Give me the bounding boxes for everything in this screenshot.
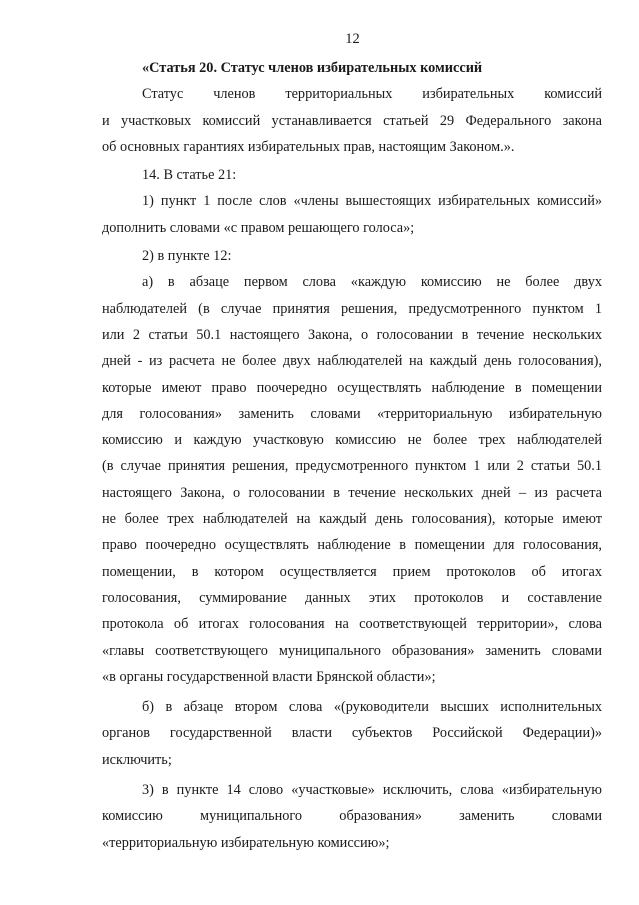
- text-line: и участковых комиссий устанавливается статьей 29 Федерального закона: [102, 112, 602, 129]
- text-line: дней - из расчета не более двух наблюдателей на каждый день голосования),: [102, 353, 602, 370]
- document-body: [102, 55, 602, 856]
- text-line: голосования, суммирование данных этих протоколов и составление: [102, 589, 602, 606]
- text-line: Статус членов территориальных избирательных комиссий: [142, 86, 602, 103]
- text-line: настоящего Закона, о голосовании в течение нескольких дней – из расчета: [102, 484, 602, 501]
- page-number: 12: [345, 31, 360, 47]
- text-line: органов государственной власти субъектов Российской Федерации)»: [102, 725, 602, 742]
- text-line: «территориальную избирательную комиссию»;: [102, 834, 390, 851]
- text-line: а) в абзаце первом слова «каждую комиссию не более двух: [142, 274, 602, 291]
- text-line: (в случае принятия решения, предусмотренного пунктом 1 или 2 статьи 50.1: [102, 458, 602, 475]
- text-line: комиссию и каждую участковую комиссию не более трех наблюдателей: [102, 432, 602, 449]
- text-line: дополнить словами «с правом решающего голоса»;: [102, 219, 415, 236]
- text-line: «главы соответствующего муниципального образования» заменить словами: [102, 642, 602, 659]
- text-line: об основных гарантиях избирательных прав, настоящим Законом.».: [102, 138, 515, 155]
- text-line: 14. В статье 21:: [142, 167, 237, 184]
- article-heading: «Статья 20. Статус членов избирательных комиссий: [142, 60, 483, 76]
- text-line: исключить;: [102, 751, 172, 768]
- text-line: для голосования» заменить словами «территориальную избирательную: [102, 405, 602, 422]
- text-line: 3) в пункте 14 слово «участковые» исключить, слова «избирательную: [142, 782, 602, 799]
- text-line: протокола об итогах голосования на соответствующей территории», слова: [102, 616, 602, 633]
- text-line: которые имеют право поочередно осуществлять наблюдение в помещении: [102, 379, 602, 396]
- text-line: 1) пункт 1 после слов «члены вышестоящих избирательных комиссий»: [142, 193, 602, 210]
- text-line: не более трех наблюдателей на каждый день голосования), которые имеют: [102, 511, 602, 528]
- text-line: б) в абзаце втором слова «(руководители высших исполнительных: [142, 699, 602, 716]
- text-line: или 2 статьи 50.1 настоящего Закона, о голосовании в течение нескольких: [102, 326, 602, 343]
- text-line: право поочередно осуществлять наблюдение в помещении для голосования,: [102, 537, 602, 554]
- text-line: наблюдателей (в случае принятия решения, предусмотренного пунктом 1: [102, 300, 602, 317]
- text-line: 2) в пункте 12:: [142, 248, 232, 265]
- text-line: помещении, в котором осуществляется прием протоколов об итогах: [102, 563, 602, 580]
- text-line: комиссию муниципального образования» заменить словами: [102, 808, 602, 825]
- text-line: «в органы государственной власти Брянской области»;: [102, 668, 436, 685]
